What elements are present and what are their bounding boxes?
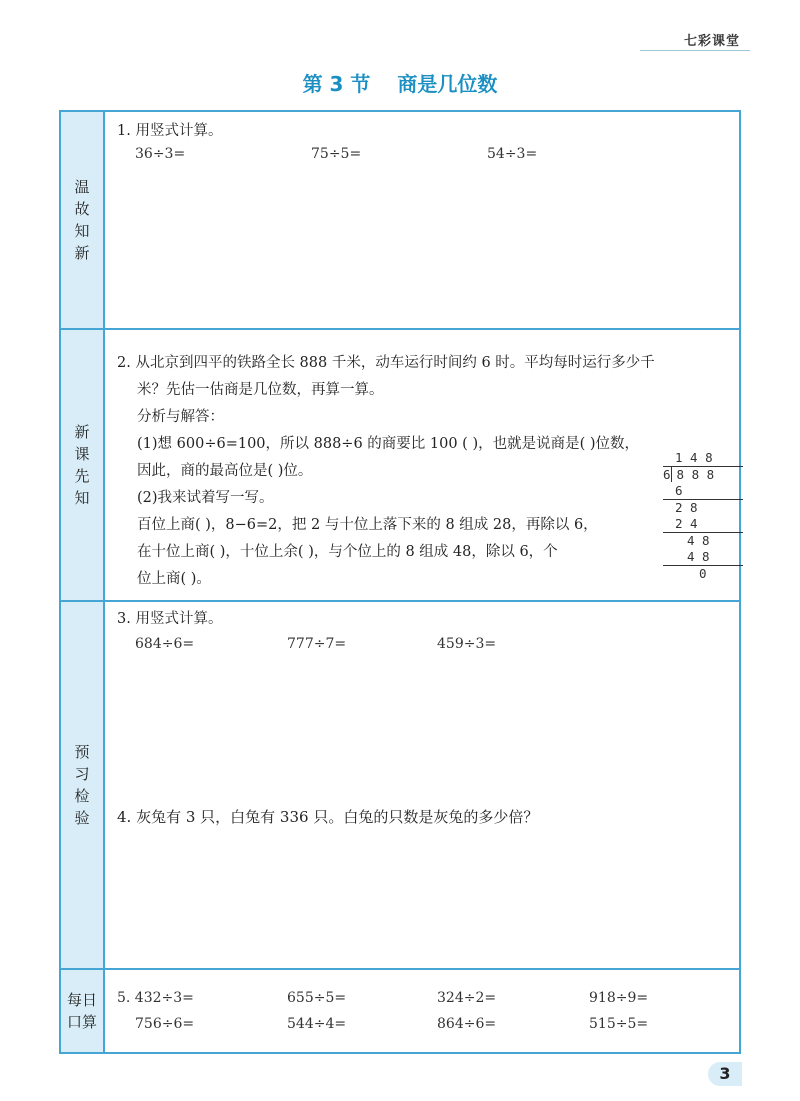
calc-item: 459÷3=: [437, 636, 497, 652]
review-side-label: [61, 112, 105, 328]
division-row: [663, 467, 743, 483]
worksheet-frame: [59, 110, 741, 1054]
new-side-label: [61, 330, 105, 600]
brand-logo: 七彩课堂: [683, 34, 740, 49]
analysis-line: 因此，商的最高位是( )位。: [137, 463, 313, 479]
question-1: 1. 用竖式计算。: [117, 123, 223, 139]
analysis-heading: 分析与解答：: [137, 409, 224, 425]
page-number: 3: [708, 1062, 742, 1086]
long-division: [663, 450, 743, 582]
calc-item: 36÷3=: [135, 146, 186, 162]
calc-item: 756÷6=: [135, 1016, 195, 1032]
new-label: 新课先知: [74, 423, 90, 507]
question-4: 4. 灰兔有 3 只，白兔有 336 只。白兔的只数是灰兔的多少倍？: [117, 808, 539, 826]
review-label: 温故知新: [74, 178, 90, 262]
division-step: 6: [663, 483, 743, 500]
question-2: [117, 350, 729, 593]
calc-item: 54÷3=: [487, 146, 538, 162]
daily-content: [117, 970, 729, 1052]
preview-side-label: [61, 602, 105, 968]
review-content: [117, 112, 729, 328]
brand-underline: [640, 50, 750, 51]
calc-item: 544÷4=: [287, 1016, 347, 1032]
new-lesson-section: [61, 330, 739, 602]
analysis-line: 百位上商( )，8−6=2，把 2 与十位上落下来的 8 组成 28，再除以 6，: [137, 517, 598, 533]
calc-item: 655÷5=: [287, 990, 347, 1006]
calc-item: 777÷7=: [287, 636, 347, 652]
calc-item: 864÷6=: [437, 1016, 497, 1032]
division-divisor: 6: [663, 467, 671, 482]
preview-label: 预习检验: [74, 743, 90, 827]
analysis-line: 在十位上商( )，十位上余( )，与个位上的 8 组成 48，除以 6，个: [137, 544, 558, 560]
analysis-line: (1)想 600÷6=100，所以 888÷6 的商要比 100 ( )，也就是说商是( )位数，: [137, 436, 640, 452]
page-title: [0, 68, 800, 97]
calc-item: 324÷2=: [437, 990, 497, 1006]
division-step: 4 8: [663, 549, 743, 566]
section-name: 商是几位数: [397, 72, 498, 96]
division-step: 2 8: [675, 500, 698, 515]
calc-item: 918÷9=: [589, 990, 649, 1006]
division-step: 4 8: [687, 533, 710, 548]
analysis-line: 位上商( )。: [137, 571, 211, 587]
question-3: 3. 用竖式计算。: [117, 611, 223, 627]
daily-side-label: [61, 970, 105, 1052]
calc-item: 515÷5=: [589, 1016, 649, 1032]
section-number: 第 3 节: [302, 72, 371, 96]
q2-line: 2. 从北京到四平的铁路全长 888 千米，动车运行时间约 6 时。平均每时运行多少千: [117, 355, 655, 371]
review-section: [61, 112, 739, 330]
division-step: 2 4: [663, 516, 743, 533]
division-dividend: 8 8 8: [676, 467, 715, 482]
division-step: 0: [699, 566, 707, 581]
calc-item: 75÷5=: [311, 146, 362, 162]
daily-label: 每日口算: [66, 991, 97, 1031]
calc-item: 5. 432÷3=: [117, 990, 194, 1006]
analysis-line: (2)我来试着写一写。: [137, 490, 274, 506]
calc-item: 684÷6=: [135, 636, 195, 652]
division-bracket: [671, 466, 672, 482]
daily-section: [61, 970, 739, 1052]
preview-section: [61, 602, 739, 970]
division-quotient: 1 4 8: [663, 450, 743, 467]
new-content: [117, 330, 729, 600]
q2-line: 米？先估一估商是几位数，再算一算。: [137, 382, 384, 398]
preview-content: [117, 602, 729, 968]
